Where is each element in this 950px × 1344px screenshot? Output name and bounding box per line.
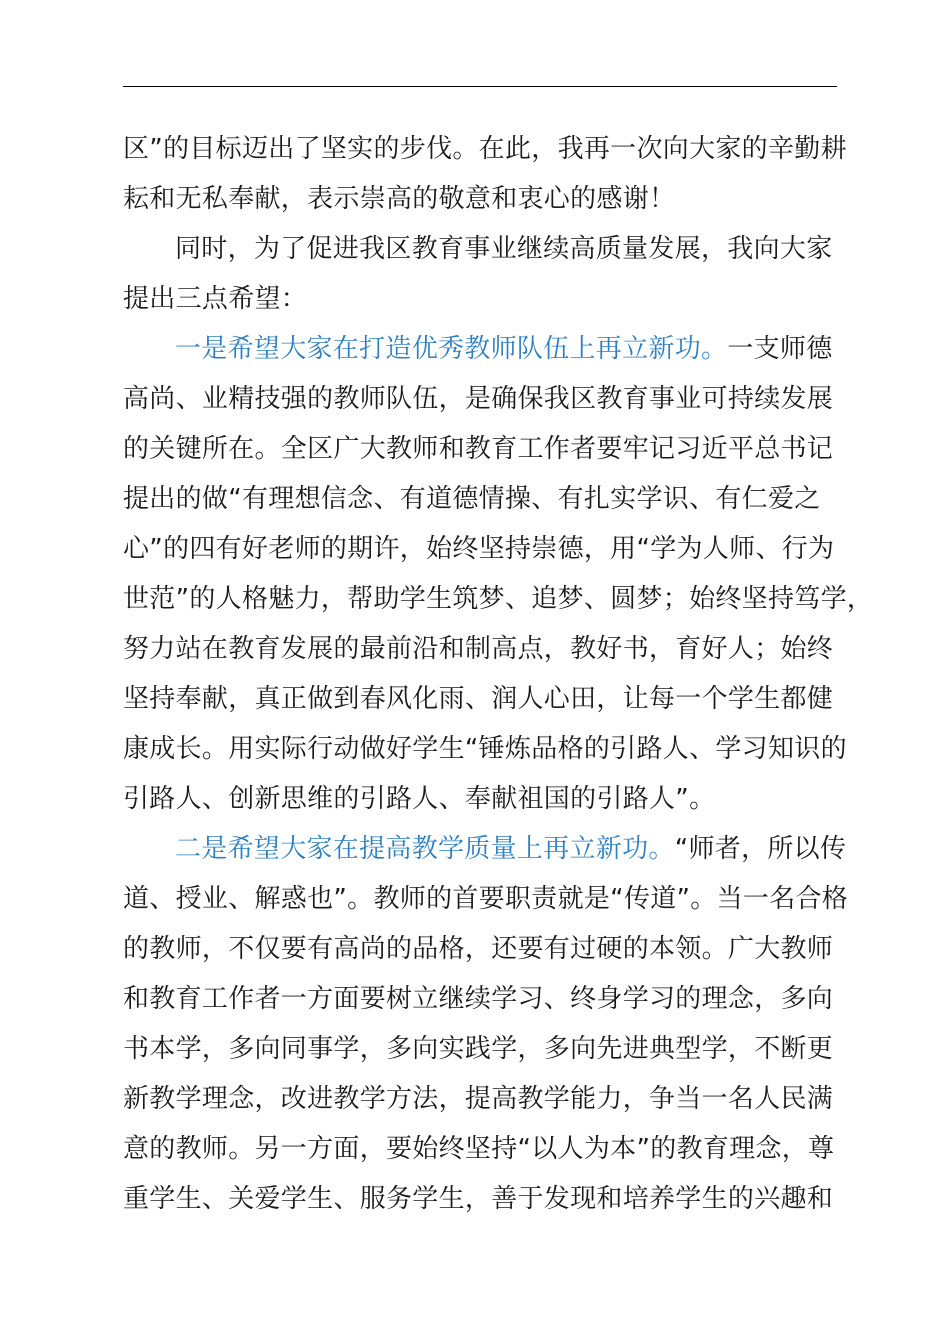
header-rule (123, 86, 837, 87)
text-line (123, 674, 883, 724)
text-line (123, 324, 883, 374)
paragraph-text: 区”的目标迈出了坚实的步伐。在此，我再一次向大家的辛勤耕 (123, 134, 847, 164)
paragraph-text: 康成长。用实际行动做好学生“锤炼品格的引路人、学习知识的 (123, 734, 847, 764)
paragraph-text: 同时，为了促进我区教育事业继续高质量发展，我向大家 (175, 234, 833, 264)
text-line (123, 424, 883, 474)
text-line (123, 1174, 883, 1224)
text-line (123, 1074, 883, 1124)
text-line (123, 924, 883, 974)
text-line (123, 974, 883, 1024)
paragraph-text: 的关键所在。全区广大教师和教育工作者要牢记习近平总书记 (123, 434, 834, 464)
paragraph-text: 心”的四有好老师的期许，始终坚持崇德，用“学为人师、行为 (123, 534, 835, 564)
text-line (123, 274, 883, 324)
paragraph-text: 书本学，多向同事学，多向实践学，多向先进典型学，不断更 (123, 1034, 834, 1064)
text-line (123, 824, 883, 874)
paragraph-text: 提出的做“有理想信念、有道德情操、有扎实学识、有仁爱之 (123, 484, 821, 514)
highlighted-heading-text: 二是希望大家在提高教学质量上再立新功。 (175, 834, 675, 864)
text-line (123, 624, 883, 674)
text-line (123, 724, 883, 774)
paragraph-text: 意的教师。另一方面，要始终坚持“以人为本”的教育理念，尊 (123, 1134, 835, 1164)
text-line (123, 474, 883, 524)
text-line (123, 524, 883, 574)
body-text (123, 124, 883, 1224)
paragraph-text: 和教育工作者一方面要树立继续学习、终身学习的理念，多向 (123, 984, 834, 1014)
text-line (123, 1024, 883, 1074)
text-line (123, 874, 883, 924)
highlighted-heading-text: 一是希望大家在打造优秀教师队伍上再立新功。 (175, 334, 728, 364)
text-line (123, 174, 883, 224)
text-line (123, 574, 883, 624)
paragraph-text: 耘和无私奉献，表示崇高的敬意和衷心的感谢！ (123, 184, 676, 214)
text-line (123, 374, 883, 424)
paragraph-text: 高尚、业精技强的教师队伍，是确保我区教育事业可持续发展 (123, 384, 834, 414)
paragraph-text: 世范”的人格魅力，帮助学生筑梦、追梦、圆梦；始终坚持笃学， (123, 584, 874, 614)
paragraph-text: 的教师，不仅要有高尚的品格，还要有过硬的本领。广大教师 (123, 934, 834, 964)
paragraph-text: 坚持奉献，真正做到春风化雨、润人心田，让每一个学生都健 (123, 684, 834, 714)
paragraph-text: 引路人、创新思维的引路人、奉献祖国的引路人”。 (123, 784, 716, 814)
text-line (123, 1124, 883, 1174)
paragraph-text: 新教学理念，改进教学方法，提高教学能力，争当一名人民满 (123, 1084, 834, 1114)
paragraph-text: 重学生、关爱学生、服务学生，善于发现和培养学生的兴趣和 (123, 1184, 834, 1214)
paragraph-text: 努力站在教育发展的最前沿和制高点，教好书，育好人；始终 (123, 634, 834, 664)
paragraph-text: 道、授业、解惑也”。教师的首要职责就是“传道”。当一名合格 (123, 884, 849, 914)
paragraph-text: 一支师德 (727, 334, 833, 364)
paragraph-text: 提出三点希望： (123, 284, 308, 314)
text-line (123, 774, 883, 824)
text-line (123, 224, 883, 274)
text-line (123, 124, 883, 174)
paragraph-text: “师者，所以传 (674, 834, 847, 864)
